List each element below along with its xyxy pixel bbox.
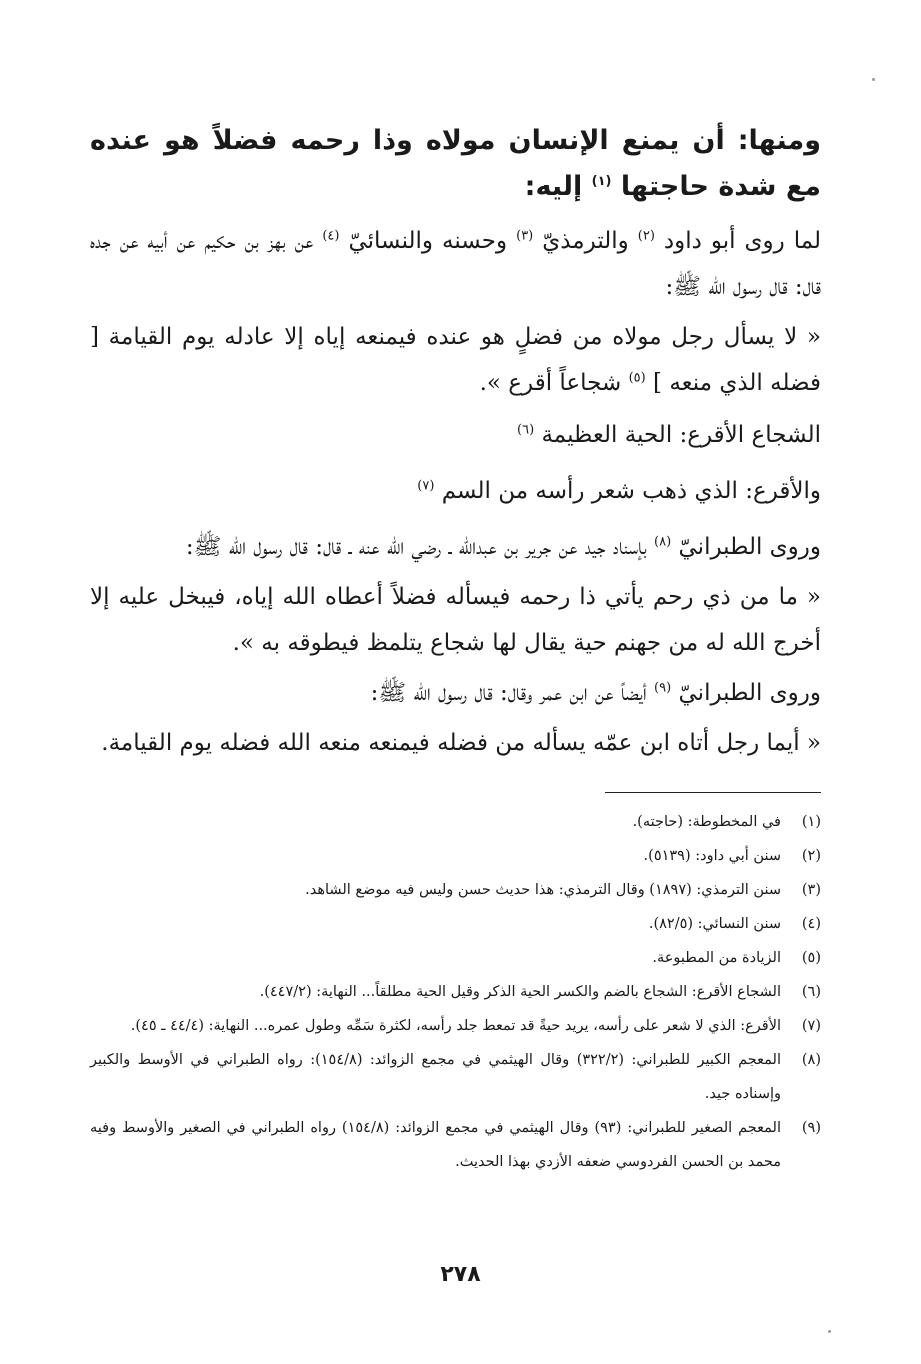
footnote-number: (٦) (801, 984, 821, 1000)
footnote-item (90, 907, 821, 941)
narration-text: وحسنه والنسائيّ (348, 228, 508, 254)
heading-text: ومنها: أن يمنع الإنسان مولاه وذا رحمه فضلاً هو عنده مع شدة حاجتها (90, 125, 821, 202)
footnote-number: (١) (801, 814, 821, 830)
footnote-number: (٩) (801, 1120, 821, 1136)
footnote-text: المعجم الصغير للطبراني: (٩٣) وقال الهيثمي في مجمع الزوائد: (١٥٤/٨) رواه الطبراني في الصغير والأوسط وفيه محمد بن الحسن الفردوسي ضعفه الأزدي بهذا الحديث. (90, 1120, 781, 1170)
footnote-ref-2: (٢) (637, 228, 655, 244)
page-number: ٢٧٨ (440, 1262, 481, 1287)
narration-paragraph-2 (90, 524, 821, 570)
narration-text: لما روى أبو داود (663, 228, 822, 254)
footnote-item (90, 1009, 821, 1043)
footnote-text: الزيادة من المطبوعة. (652, 950, 781, 966)
hadith-quote-3: « أيما رجل أتاه ابن عمّه يسأله من فضله فيمنعه منعه الله فضله يوم القيامة. (101, 730, 821, 756)
footnote-number: (٣) (801, 882, 821, 898)
footnote-ref-9: (٩) (654, 680, 672, 696)
definition-shujaa (90, 412, 821, 458)
footnote-number: (٢) (801, 848, 821, 864)
footnote-item (90, 839, 821, 873)
footnote-ref-5: (٥) (628, 370, 646, 386)
hadith-text: شجاعاً أقرع ». (479, 370, 622, 396)
page-body (90, 118, 821, 1324)
footnote-ref-8: (٨) (654, 534, 672, 550)
narration-text: وروى الطبرانيّ (678, 534, 821, 560)
heading-tail: إليه: (524, 171, 583, 202)
footnote-text: الأقرع: الذي لا شعر على رأسه، يريد حيةً قد تمعط جلد رأسه، لكثرة سَمِّه وطول عمره... النهاية: (٤٤/٤ ـ ٤٥). (130, 1018, 781, 1034)
narration-paragraph-3 (90, 670, 821, 716)
footnote-ref-4: (٤) (322, 228, 340, 244)
footnote-ref-1: (١) (591, 174, 612, 189)
footnote-number: (٤) (801, 916, 821, 932)
footnote-item (90, 975, 821, 1009)
footnote-text: في المخطوطة: (حاجته). (632, 814, 781, 830)
footnote-ref-7: (٧) (417, 478, 435, 494)
narration-paragraph-1 (90, 218, 821, 310)
definition-text: والأقرع: الذي ذهب شعر رأسه من السم (441, 478, 821, 504)
hadith-text: « لا يسأل رجل مولاه من فضلٍ هو عنده فيمنعه إياه إلا عادله يوم القيامة [ فضله الذي منعه ] (90, 324, 821, 396)
footnote-text: سنن النسائي: (٨٢/٥). (648, 916, 781, 932)
footnote-item (90, 1043, 821, 1111)
footnote-ref-3: (٣) (516, 228, 534, 244)
narration-text: عن بهز بن حكيم عن أبيه عن جده قال: قال رسول الله ﷺ: (90, 228, 821, 300)
definition-text: الشجاع الأقرع: الحية العظيمة (541, 422, 821, 448)
hadith-quote-1 (90, 314, 821, 406)
footnote-number: (٨) (801, 1052, 821, 1068)
footnote-item (90, 1111, 821, 1179)
narration-text: والترمذيّ (542, 228, 629, 254)
footnote-text: الشجاع الأقرع: الشجاع بالضم والكسر الحية الذكر وقيل الحية مطلقاً... النهاية: (٤٤٧/٢). (259, 984, 781, 1000)
footnote-number: (٥) (801, 950, 821, 966)
footnote-item (90, 941, 821, 975)
definition-aqra (90, 468, 821, 514)
footnote-text: سنن الترمذي: (١٨٩٧) وقال الترمذي: هذا حديث حسن وليس فيه موضع الشاهد. (305, 882, 781, 898)
footnote-text: المعجم الكبير للطبراني: (٣٢٢/٢) وقال الهيثمي في مجمع الزوائد: (١٥٤/٨): رواه الطبراني في الأوسط والكبير وإسناده جيد. (90, 1052, 781, 1102)
scan-speck (872, 78, 875, 81)
footnote-item (90, 805, 821, 839)
hadith-quote-2: « ما من ذي رحم يأتي ذا رحمه فيسأله فضلاً أعطاه الله إياه، فيبخل عليه إلا أخرج الله له من جهنم حية يقال لها شجاع يتلمظ فيطوقه به ». (90, 584, 821, 656)
footnote-ref-6: (٦) (517, 422, 535, 438)
section-heading (90, 118, 821, 210)
scan-speck (828, 1330, 831, 1333)
footnotes-list (90, 805, 821, 1179)
footnote-text: سنن أبي داود: (٥١٣٩). (643, 848, 781, 864)
footnote-divider (605, 792, 821, 793)
narration-text: وروى الطبرانيّ (678, 680, 821, 706)
narration-text: أيضاً عن ابن عمر وقال: قال رسول الله ﷺ: (370, 680, 647, 706)
footnote-item (90, 873, 821, 907)
footnote-number: (٧) (801, 1018, 821, 1034)
narration-text: بإسناد جيد عن جرير بن عبدالله ـ رضي الله عنه ـ قال: قال رسول الله ﷺ: (185, 534, 647, 560)
